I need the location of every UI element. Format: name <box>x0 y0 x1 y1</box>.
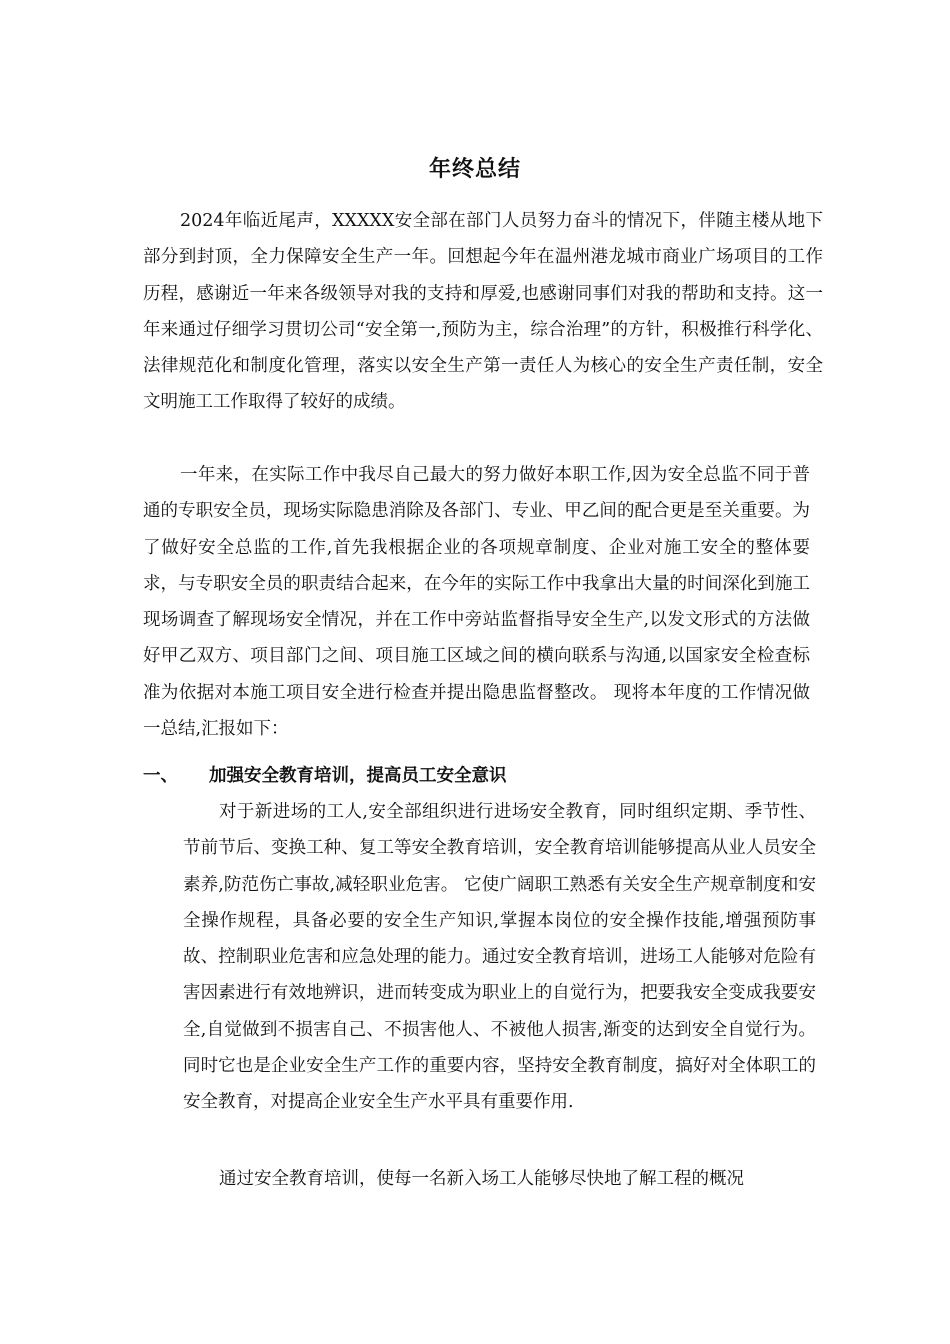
paragraph-work-overview: 一年来，在实际工作中我尽自己最大的努力做好本职工作,因为安全总监不同于普通的专职安全员，现场实际隐患消除及各部门、专业、甲乙间的配合更是至关重要。为了做好安全总监的工作,首先我根据企业的各项规章制度、企业对施工安全的整体要求，与专职安全员的职责结合起来，在今年的实际工作中我拿出大量的时间深化到施工现场调查了解现场安全情况，并在工作中旁站监督指导安全生产,以发文形式的方法做好甲乙双方、项目部门之间、项目施工区域之间的横向联系与沟通,以国家安全检查标准为依据对本施工项目安全进行检查并提出隐患监督整改。 现将本年度的工作情况做一总结,汇报如下： <box>143 465 810 740</box>
section-heading <box>143 762 823 790</box>
document-title: 年终总结 <box>428 157 521 182</box>
section-heading-text: 加强安全教育培训，提高员工安全意识 <box>209 766 507 786</box>
section-number: 一、 <box>143 766 178 786</box>
paragraph-training-effect: 通过安全教育培训，使每一名新入场工人能够尽快地了解工程的概况 <box>219 1169 744 1189</box>
paragraph-safety-training: 对于新进场的工人,安全部组织进行进场安全教育，同时组织定期、季节性、节前节后、变换工种、复工等安全教育培训，安全教育培训能够提高从业人员安全素养,防范伤亡事故,减轻职业危害。 它使广阔职工熟悉有关安全生产规章制度和安全操作规程，具备必要的安全生产知识,掌握本岗位的安全操作技能,增强预防事故、控制职业危害和应急处理的能力。通过安全教育培训，进场工人能够对危险有害因素进行有效地辨识，进而转变成为职业上的自觉行为，把要我安全变成我要安全,自觉做到不损害自己、不损害他人、不被他人损害,渐变的达到安全自觉行为。同时它也是企业安全生产工作的重要内容，坚持安全教育制度，搞好对全体职工的安全教育，对提高企业安全生产水平具有重要作用. <box>183 802 816 1113</box>
paragraph-intro: 2024年临近尾声，XXXXX安全部在部门人员努力奋斗的情况下，伴随主楼从地下部分到封顶，全力保障安全生产一年。回想起今年在温州港龙城市商业广场项目的工作历程，感谢近一年来各级领导对我的支持和厚爱,也感谢同事们对我的帮助和支持。这一年来通过仔细学习贯切公司“安全第一,预防为主，综合治理”的方针，积极推行科学化、法律规范化和制度化管理，落实以安全生产第一责任人为核心的安全生产责任制，安全文明施工工作取得了较好的成绩。 <box>143 211 823 413</box>
